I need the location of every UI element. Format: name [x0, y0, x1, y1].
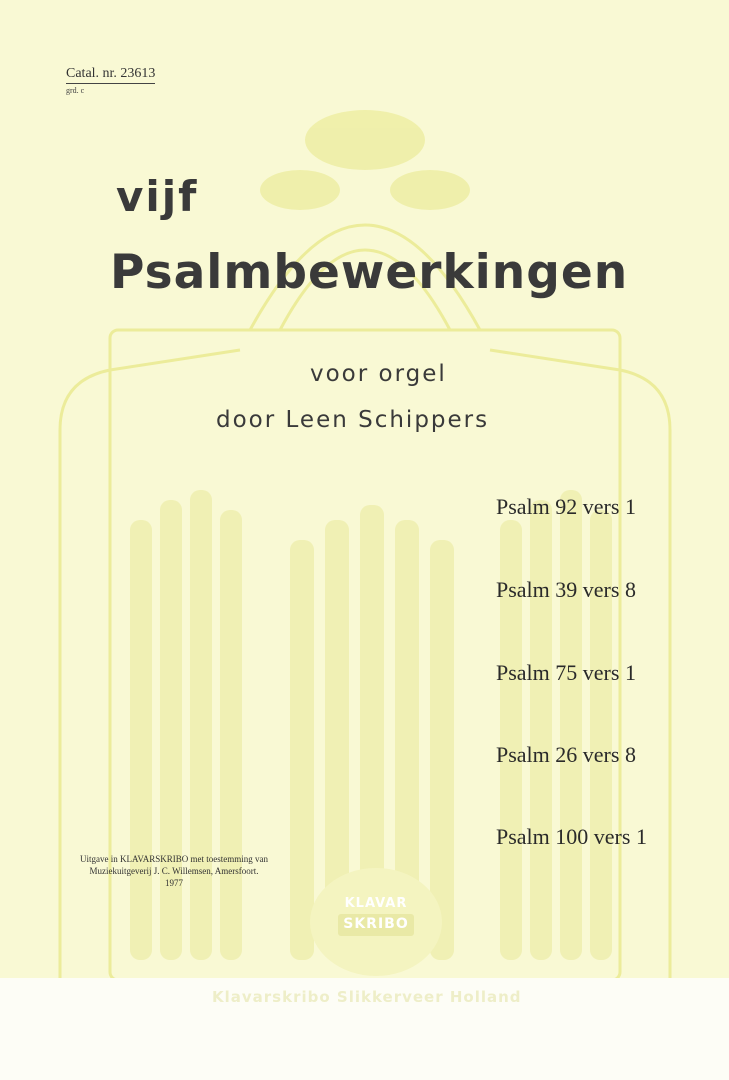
title-line-2: Psalmbewerkingen — [110, 245, 629, 300]
publisher-line-2: Muziekuitgeverij J. C. Willemsen, Amersfoort. — [89, 866, 259, 876]
publisher-year: 1977 — [165, 878, 183, 888]
publisher-note — [38, 853, 310, 889]
logo-text-1: KLAVAR — [344, 896, 408, 911]
psalm-item-5: Psalm 100 vers 1 — [496, 824, 647, 849]
psalm-item-2: Psalm 39 vers 8 — [496, 577, 636, 602]
klavarskribo-logo — [310, 868, 442, 976]
catalog-number: Catal. nr. 23613 — [66, 66, 155, 84]
logo-text-2: SKRIBO — [343, 916, 409, 932]
title-line-1: vijf — [116, 172, 199, 221]
subtitle-composer: door Leen Schippers — [216, 407, 490, 433]
psalm-item-3: Psalm 75 vers 1 — [496, 660, 636, 685]
psalm-item-4: Psalm 26 vers 8 — [496, 742, 636, 767]
footer-banner: Klavarskribo Slikkerveer Holland — [212, 988, 522, 1006]
psalm-item-1: Psalm 92 vers 1 — [496, 494, 636, 519]
subtitle-instrument: voor orgel — [310, 361, 447, 387]
publisher-line-1: Uitgave in KLAVARSKRIBO met toestemming van — [80, 854, 268, 864]
grade-label: grd. c — [66, 86, 85, 95]
